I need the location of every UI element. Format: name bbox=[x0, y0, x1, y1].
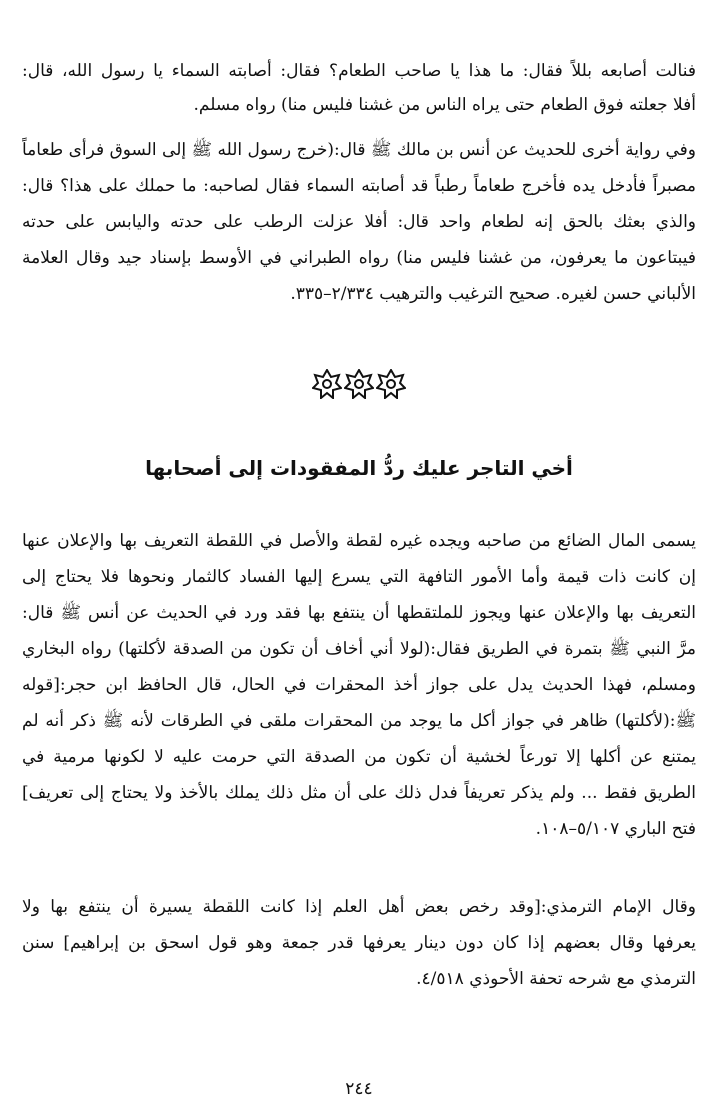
star-ornament-icon bbox=[312, 369, 342, 399]
star-ornament-icon bbox=[344, 369, 374, 399]
paragraph-3-line-2: إن كانت ذات قيمة وأما الأمور التافهة التي يسرع إليها الفساد كالثمار ونحوها فلا يحتاج إلى bbox=[22, 567, 696, 587]
paragraph-4-line-2: يعرفها وقال بعضهم إذا كان دون دينار يعرفها قدر جمعة وهو قول اسحق بن إبراهيم] سنن bbox=[22, 933, 696, 953]
star-ornament-icon bbox=[376, 369, 406, 399]
paragraph-4-line-3: الترمذي مع شرحه تحفة الأحوذي ٤/٥١٨. bbox=[416, 969, 696, 989]
paragraph-3-line-9: فتح الباري ٥/١٠٧–١٠٨. bbox=[535, 819, 696, 839]
paragraph-3-line-8: الطريق فقط ... ولم يذكر تعريفاً فدل ذلك على أن مثل ذلك يملك بالأخذ ولا يحتاج إلى تعريف] bbox=[22, 783, 696, 803]
paragraph-3-line-3: التعريف بها والإعلان عنها ويجوز للملتقطها أن ينتفع بها فقد ورد في الحديث عن أنس ﷺ قال: bbox=[22, 603, 696, 623]
paragraph-1-line-1: فنالت أصابعه بللاً فقال: ما هذا يا صاحب الطعام؟ فقال: أصابته السماء يا رسول الله، قال: bbox=[22, 61, 696, 81]
paragraph-3-line-6: ﷺ:(لأكلتها) ظاهر في جواز أكل ما يوجد من المحقرات ملقى في الطرقات لأنه ﷺ ذكر أنه لم bbox=[22, 711, 696, 731]
paragraph-3-line-1: يسمى المال الضائع من صاحبه ويجده غيره لقطة والأصل في اللقطة التعريف بها والإعلان عنها bbox=[22, 531, 696, 551]
section-heading: أخي التاجر عليك ردُّ المفقودات إلى أصحابها bbox=[145, 456, 573, 480]
section-divider-ornament bbox=[0, 364, 718, 404]
paragraph-2-line-2: مصبراً فأدخل يده فأخرج طعاماً رطباً قد أصابته السماء فقال لصاحبه: ما حملك على هذا؟ قال: bbox=[22, 176, 696, 196]
paragraph-3-line-4: مرَّ النبي ﷺ بتمرة في الطريق فقال:(لولا أني أخاف أن تكون من الصدقة لأكلتها) رواه البخاري bbox=[22, 639, 696, 659]
paragraph-4-line-1: وقال الإمام الترمذي:[وقد رخص بعض أهل العلم إذا كانت اللقطة يسيرة أن ينتفع بها ولا bbox=[22, 897, 696, 917]
paragraph-1-line-2: أفلا جعلته فوق الطعام حتى يراه الناس من غشنا فليس منا) رواه مسلم. bbox=[193, 95, 696, 115]
page-number: ٢٤٤ bbox=[345, 1079, 373, 1099]
paragraph-2-line-1: وفي رواية أخرى للحديث عن أنس بن مالك ﷺ قال:(خرج رسول الله ﷺ إلى السوق فرأى طعاماً bbox=[22, 140, 696, 160]
paragraph-2-line-3: والذي بعثك بالحق إنه لطعام واحد قال: أفلا عزلت الرطب على حدته واليابس على حدته bbox=[22, 212, 696, 232]
paragraph-3-line-7: يمتنع عن أكلها إلا تورعاً لخشية أن تكون من الصدقة التي حرمت عليه لا لكونها مرمية في bbox=[22, 747, 696, 767]
paragraph-2-line-5: الألباني حسن لغيره. صحيح الترغيب والترهيب ٢/٣٣٤–٣٣٥. bbox=[290, 284, 696, 304]
paragraph-3-line-5: ومسلم، فهذا الحديث يدل على جواز أخذ المحقرات في الحال، قال الحافظ ابن حجر:[قوله bbox=[22, 675, 696, 695]
paragraph-2-line-4: فيبتاعون ما يعرفون، من غشنا فليس منا) رواه الطبراني في الأوسط بإسناد جيد وقال العلامة bbox=[22, 248, 696, 268]
